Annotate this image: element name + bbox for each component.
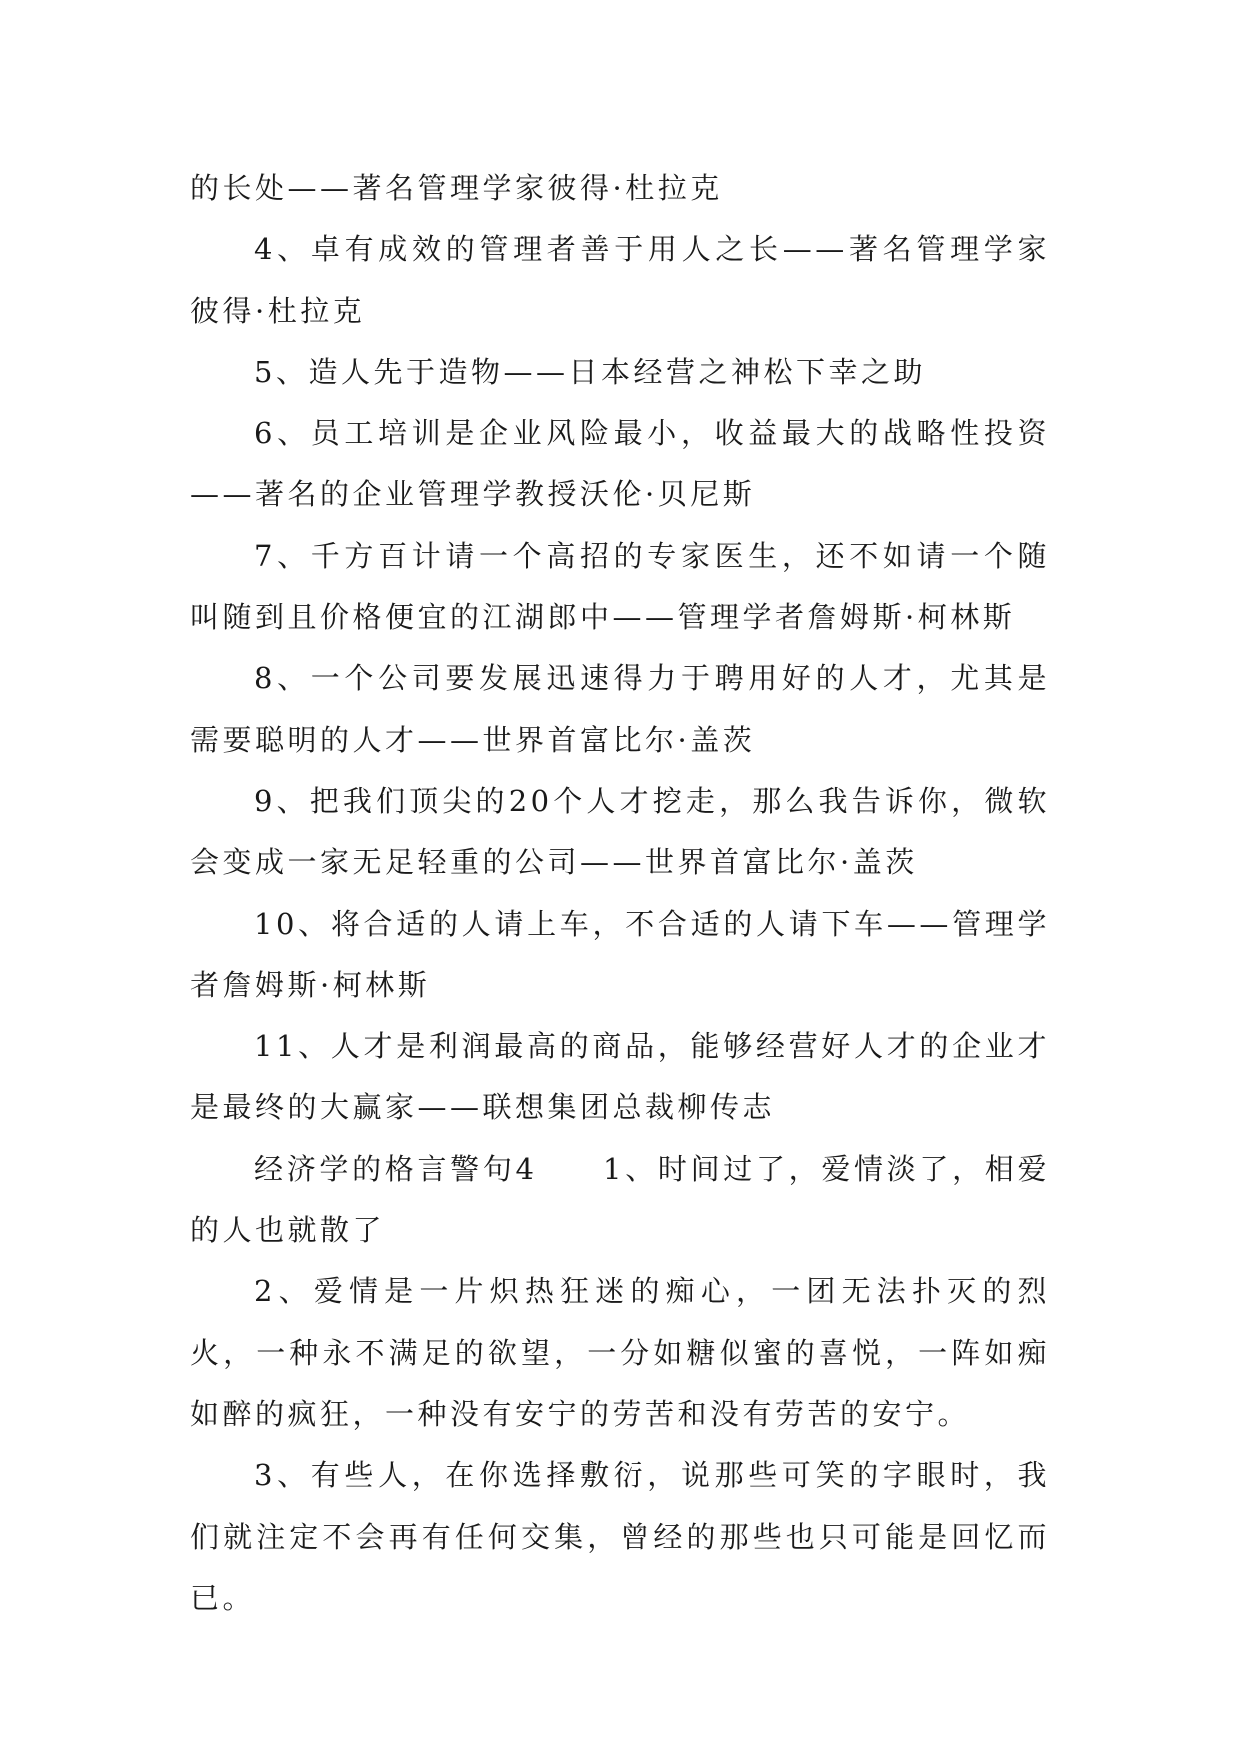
paragraph-quote-6: 6、员工培训是企业风险最小，收益最大的战略性投资——著名的企业管理学教授沃伦·贝尼斯: [190, 416, 1050, 512]
paragraph-quote-8: 8、一个公司要发展迅速得力于聘用好的人才，尤其是需要聪明的人才——世界首富比尔·盖茨: [190, 661, 1050, 757]
paragraph-love-3: 3、有些人，在你选择敷衍，说那些可笑的字眼时，我们就注定不会再有任何交集，曾经的那些也只可能是回忆而已。: [190, 1458, 1050, 1615]
paragraph-continuation: 的长处——著名管理学家彼得·杜拉克: [190, 171, 723, 205]
paragraph-quote-10: 10、将合适的人请上车，不合适的人请下车——管理学者詹姆斯·柯林斯: [190, 906, 1050, 1002]
paragraph-quote-11: 11、人才是利润最高的商品，能够经营好人才的企业才是最终的大赢家——联想集团总裁柳传志: [190, 1029, 1050, 1125]
paragraph-quote-7: 7、千方百计请一个高招的专家医生，还不如请一个随叫随到且价格便宜的江湖郎中——管理学者詹姆斯·柯林斯: [190, 538, 1050, 635]
paragraph-quote-9: 9、把我们顶尖的20个人才挖走，那么我告诉你，微软会变成一家无足轻重的公司——世界首富比尔·盖茨: [190, 783, 1050, 880]
document-body: [190, 158, 1050, 1629]
paragraph-quote-4: 4、卓有成效的管理者善于用人之长——著名管理学家彼得·杜拉克: [190, 232, 1050, 328]
paragraph-quote-5: 5、造人先于造物——日本经营之神松下幸之助: [254, 354, 926, 389]
paragraph-love-2: 2、爱情是一片炽热狂迷的痴心，一团无法扑灭的烈火，一种永不满足的欲望，一分如糖似蜜的喜悦，一阵如痴如醉的疯狂，一种没有安宁的劳苦和没有劳苦的安宁。: [190, 1274, 1050, 1431]
paragraph-section-heading: 经济学的格言警句4 1、时间过了，爱情淡了，相爱的人也就散了: [190, 1151, 1050, 1248]
